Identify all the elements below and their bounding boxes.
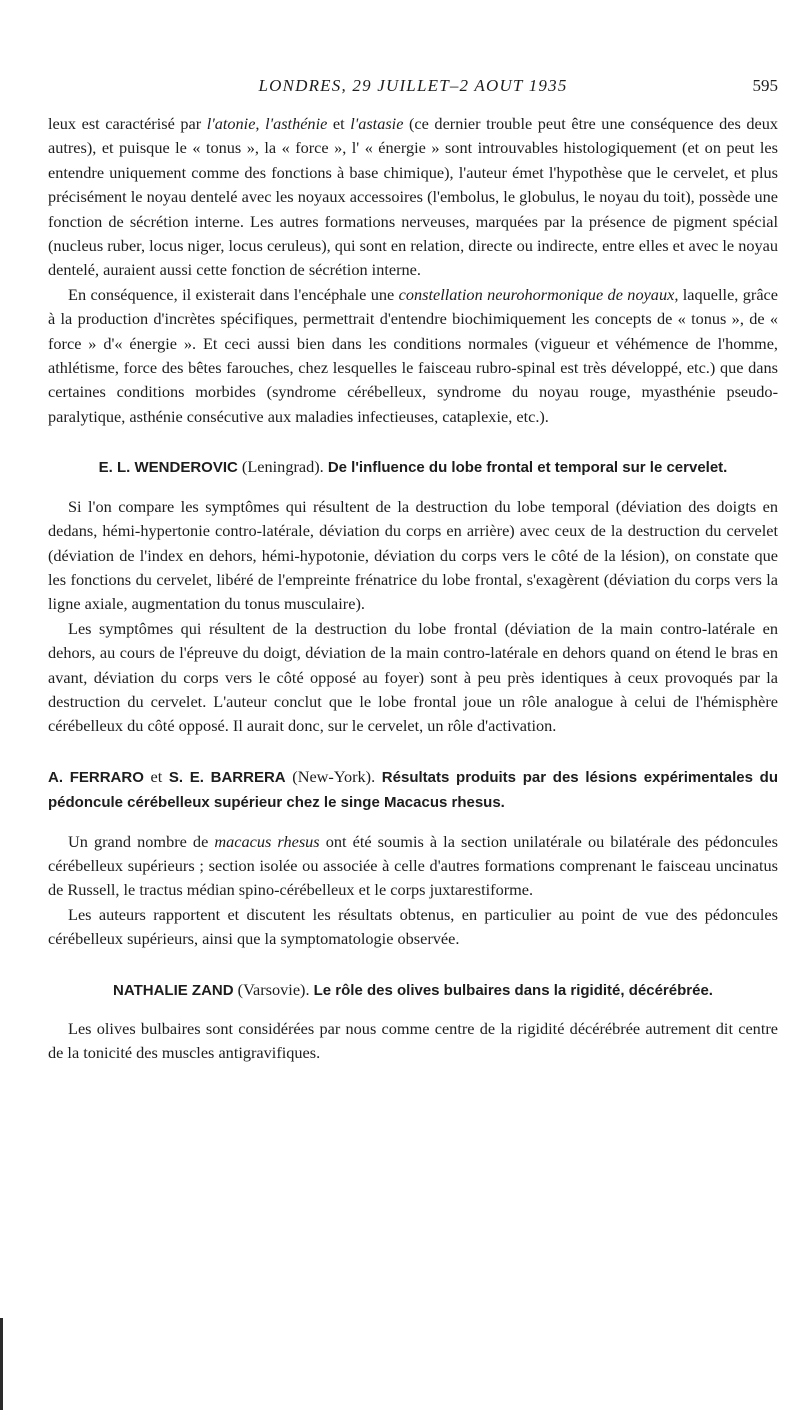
intro-text: leux est caractérisé par bbox=[48, 114, 207, 133]
entry-place: (New-York). bbox=[285, 766, 382, 786]
entry-text: ont été soumis à la section unilatérale ou bilatérale des pédoncules cérébelleux supérieurs ; section isolée ou associée à celle d'autres formations comprenant le faisceau uncinatus de Russell, le tractus médian spino-cérébelleux et le corps juxtarestiforme. bbox=[48, 831, 778, 900]
entry-heading-wenderovic bbox=[48, 455, 778, 480]
running-title: LONDRES, 29 JUILLET–2 AOUT 1935 bbox=[258, 76, 568, 95]
entry-ferraro-paragraph-1 bbox=[48, 830, 778, 903]
intro-italic-term: l'astasie bbox=[350, 114, 404, 133]
entry-title: De l'influence du lobe frontal et temporal sur le cervelet. bbox=[327, 459, 728, 477]
intro-italic-term: constellation neurohormonique de noyaux, bbox=[398, 284, 679, 304]
entry-author: NATHALIE ZAND bbox=[113, 981, 234, 999]
scan-margin-mark bbox=[0, 1318, 3, 1410]
entry-title: Résultats produits par des lésions expérimentales du pédoncule cérébelleux supérieur chez le singe Macacus rhesus. bbox=[48, 768, 779, 812]
intro-text: En conséquence, il existerait dans l'encéphale une bbox=[68, 284, 399, 304]
entry-title: Le rôle des olives bulbaires dans la rigidité, décérébrée. bbox=[313, 981, 713, 999]
entry-ferraro-paragraph-2: Les auteurs rapportent et discutent les résultats obtenus, en particulier au point de vue des pédoncules cérébelleux supérieurs, ainsi que la symptomatologie observée. bbox=[48, 904, 778, 949]
entry-wenderovic-paragraph-2: Les symptômes qui résultent de la destruction du lobe frontal (déviation de la main contro-latérale en dehors, au cours de l'épreuve du doigt, déviation de la main contro-latérale en dehors quand on étend le bras en avant, déviation du corps vers le côté opposé au foyer) sont à peu près identiques à ceux provoqués par la destruction du cervelet. L'auteur conclut que le lobe frontal joue un rôle analogue à celui de l'hémisphère cérébelleux du côté opposé. Il aurait donc, sur le cervelet, un rôle d'activation. bbox=[48, 618, 778, 736]
entry-author-joiner: et bbox=[143, 766, 169, 786]
entry-place: (Varsovie). bbox=[233, 979, 314, 999]
intro-italic-term: l'atonie, l'asthénie bbox=[206, 114, 328, 133]
intro-paragraph-2 bbox=[48, 283, 778, 429]
entry-place: (Leningrad). bbox=[237, 457, 328, 477]
intro-paragraph-1 bbox=[48, 112, 778, 283]
entry-heading-zand bbox=[48, 978, 778, 1003]
entry-wenderovic-paragraph-1: Si l'on compare les symptômes qui résultent de la destruction du lobe temporal (déviation des doigts en dedans, hémi-hypertonie contro-latérale, déviation du corps en arrière) avec ceux de la destruction du cervelet (déviation de l'index en dehors, hémi-hypotonie, déviation du corps vers le côté de la lésion), on constate que les fonctions du cervelet, libéré de l'empreinte frénatrice du lobe frontal, s'exagèrent (déviation du corps vers la ligne axiale, augmentation du tonus musculaire). bbox=[48, 496, 778, 614]
entry-text: Un grand nombre de bbox=[68, 831, 215, 851]
page-content bbox=[48, 112, 778, 1066]
intro-text: laquelle, grâce à la production d'incrètes spécifiques, permettrait d'entendre biochimiquement les concepts de « tonus », de « force » d'« énergie ». Et ceci aussi bien dans les conditions normales (vigueur et véhémence de l'homme, athlétisme, force des bêtes farouches, chez lesquelles le faisceau rubro-spinal est très développé, etc.) que dans certaines conditions morbides (syndrome cérébelleux, syndrome du noyau rouge, myasthénie pseudo-paralytique, asthénie consécutive aux maladies infectieuses, cataplexie, etc.). bbox=[48, 284, 778, 426]
entry-zand-paragraph-1: Les olives bulbaires sont considérées par nous comme centre de la rigidité décérébrée autrement dit centre de la tonicité des muscles antigravifiques. bbox=[48, 1019, 778, 1063]
entry-italic-term: macacus rhesus bbox=[214, 831, 320, 851]
intro-text: (ce dernier trouble peut être une conséquence des deux autres), et puisque le « tonus », la « force », l' « énergie » sont introuvables histologiquement (et on peut les entendre uniquement comme des fonctions à base chimique), l'auteur émet l'hypothèse que le cervelet, et plus précisément le noyau dentelé avec les noyaux accessoires (l'embolus, le globulus, le noyau du toit), possède une fonction de sécrétion interne. Les autres formations nerveuses, marquées par la présence de pigment spécial (nucleus ruber, locus niger, locus ceruleus), qui sont en relation, directe ou indirecte, entre elles et avec le noyau dentelé, auraient aussi cette fonction de sécrétion interne. bbox=[48, 114, 779, 280]
page-number: 595 bbox=[752, 76, 778, 95]
entry-author: S. E. BARRERA bbox=[168, 768, 286, 786]
entry-author: E. L. WENDEROVIC bbox=[98, 459, 238, 477]
running-head bbox=[48, 76, 778, 100]
entry-heading-ferraro-barrera bbox=[48, 765, 778, 816]
intro-text: et bbox=[327, 114, 351, 133]
entry-author: A. FERRARO bbox=[48, 768, 144, 786]
